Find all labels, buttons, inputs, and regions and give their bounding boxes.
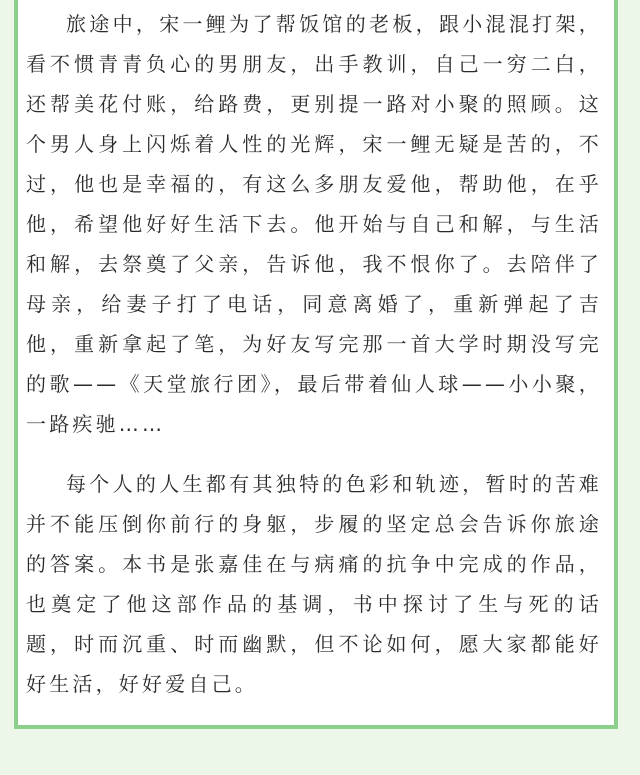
paragraph-2: 每个人的人生都有其独特的色彩和轨迹，暂时的苦难并不能压倒你前行的身躯，步履的坚定总会告诉你旅途的答案。本书是张嘉佳在与病痛的抗争中完成的作品，也奠定了他这部作品的基调，书中探讨了生与死的话题，时而沉重、时而幽默，但不论如何，愿大家都能好好生活，好好爱自己。 [26,472,602,696]
paragraph-1: 旅途中，宋一鲤为了帮饭馆的老板，跟小混混打架，看不惯青青负心的男朋友，出手教训，自己一穷二白，还帮美花付账，给路费，更别提一路对小聚的照顾。这个男人身上闪烁着人性的光辉，宋一鲤无疑是苦的，不过，他也是幸福的，有这么多朋友爱他，帮助他，在乎他，希望他好好生活下去。他开始与自己和解，与生活和解，去祭奠了父亲，告诉他，我不恨你了。去陪伴了母亲，给妻子打了电话，同意离婚了，重新弹起了吉他，重新拿起了笔，为好友写完那一首大学时期没写完的歌——《天堂旅行团》，最后带着仙人球——小小聚，一路疾驰…… [26,12,602,436]
article-body [26,4,602,704]
